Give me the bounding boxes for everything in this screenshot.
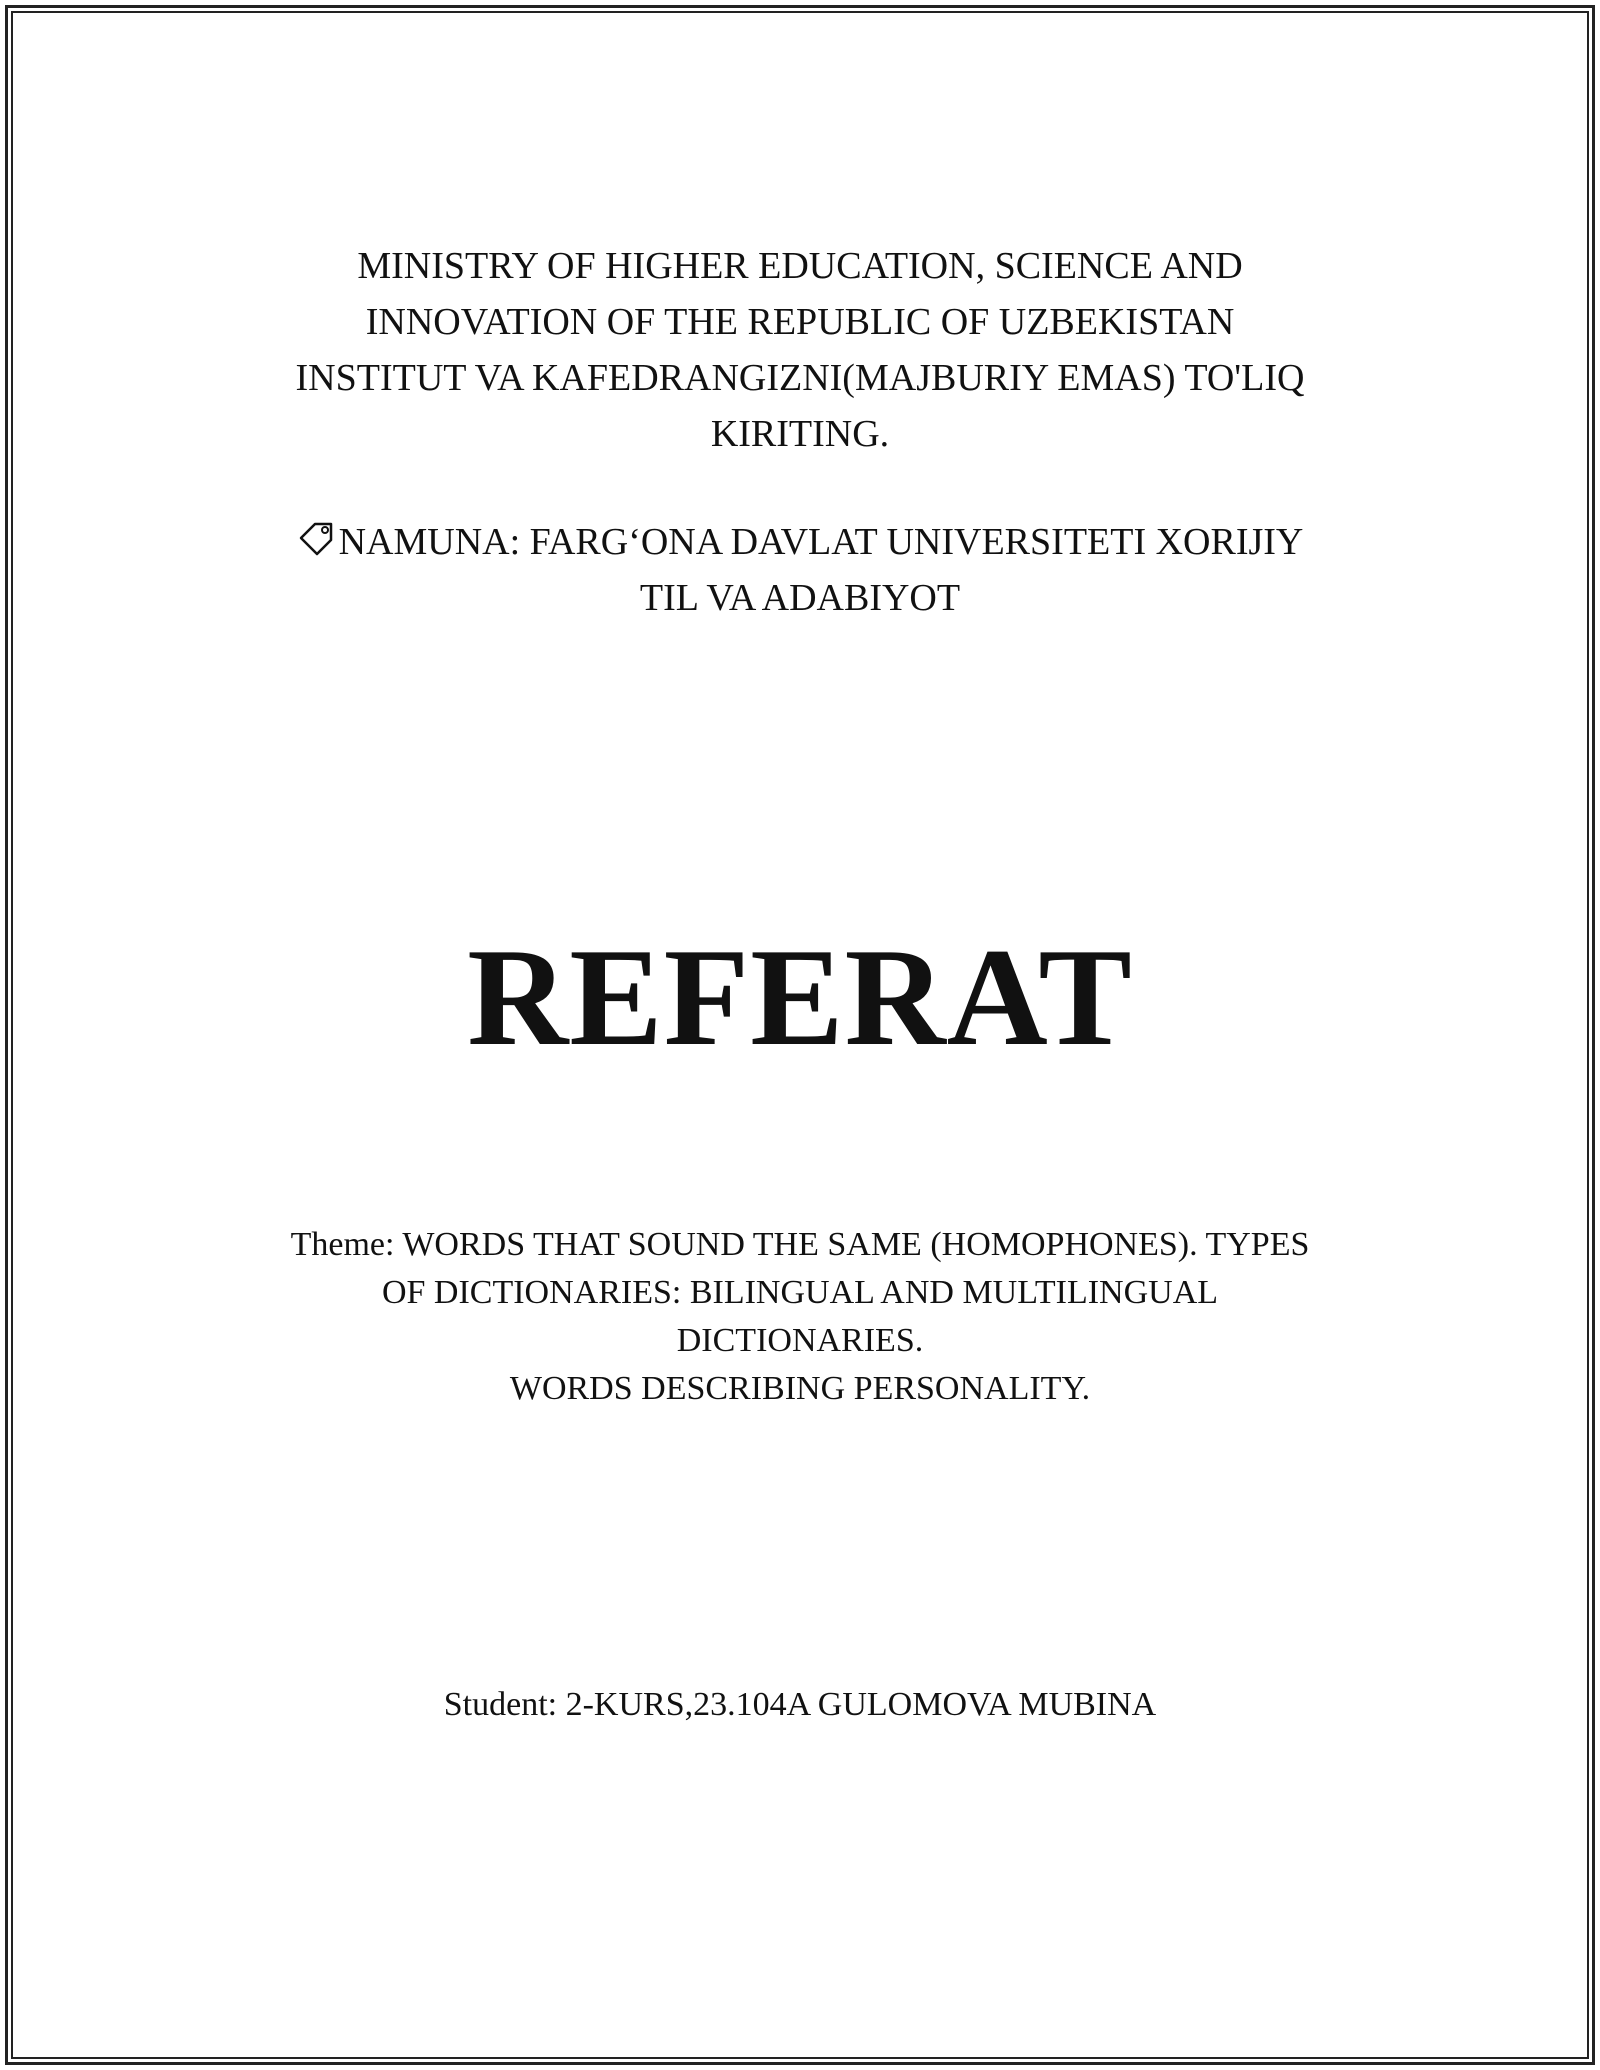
header-line: MINISTRY OF HIGHER EDUCATION, SCIENCE AND [357, 245, 1243, 287]
sample-line-1: NAMUNA: FARG‘ONA DAVLAT UNIVERSITETI XORIJIY [338, 521, 1304, 563]
sample-institution [0, 514, 1600, 626]
theme-line: Theme: WORDS THAT SOUND THE SAME (HOMOPHONES). TYPES [290, 1226, 1310, 1263]
header-line: INSTITUT VA KAFEDRANGIZNI(MAJBURIY EMAS) TO'LIQ [295, 357, 1305, 399]
header-line: INNOVATION OF THE REPUBLIC OF UZBEKISTAN [365, 301, 1235, 343]
sample-line [0, 514, 1600, 570]
tag-icon [297, 518, 337, 558]
theme-line: WORDS DESCRIBING PERSONALITY. [509, 1370, 1091, 1407]
header-line: KIRITING. [710, 413, 890, 455]
theme-line: OF DICTIONARIES: BILINGUAL AND MULTILINGUAL [381, 1274, 1219, 1311]
theme-line: DICTIONARIES. [676, 1322, 924, 1359]
theme-block [0, 1221, 1600, 1413]
sample-line-2: TIL VA ADABIYOT [639, 577, 961, 619]
ministry-header [0, 238, 1600, 462]
document-title: REFERAT [467, 920, 1133, 1075]
student-info: Student: 2-KURS,23.104A GULOMOVA MUBINA [443, 1686, 1157, 1723]
